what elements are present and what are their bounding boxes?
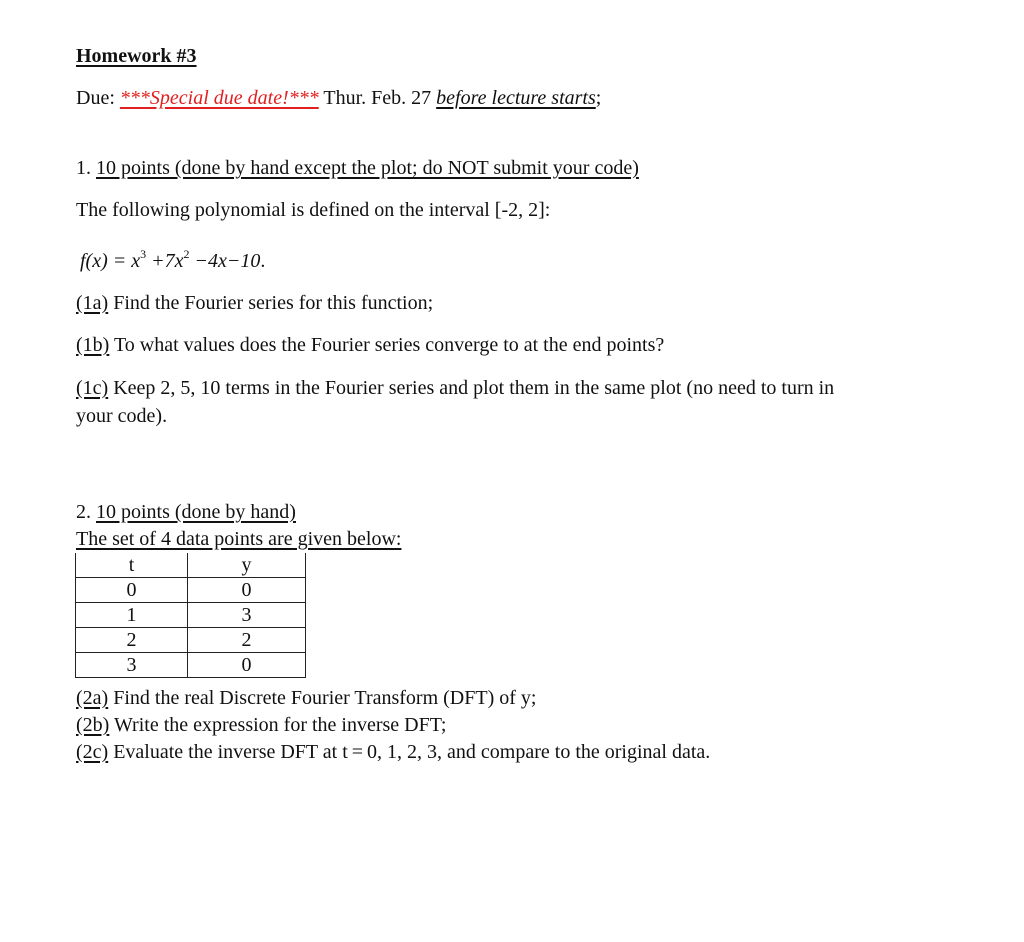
part-1c-continued: your code). (76, 405, 168, 427)
problem1-intro: The following polynomial is defined on the interval [-2, 2]: (76, 199, 551, 221)
part-2a: (2a) Find the real Discrete Fourier Transform (DFT) of y; (76, 687, 537, 709)
part-label: (2c) (76, 741, 109, 763)
part-label: (1b) (76, 334, 110, 356)
part-label: (1c) (76, 377, 109, 399)
column-header-t: t (76, 553, 188, 578)
page-title: Homework #3 (76, 45, 197, 67)
part-1a: (1a) Find the Fourier series for this function; (76, 292, 434, 314)
part-label: (2a) (76, 687, 109, 709)
table-cell: 2 (76, 628, 188, 653)
part-label: (1a) (76, 292, 109, 314)
before-lecture-note: before lecture starts (436, 87, 596, 109)
due-label: Due: (76, 87, 120, 109)
data-points-table (75, 553, 306, 678)
table-cell: 3 (76, 653, 188, 678)
part-label: (2b) (76, 714, 110, 736)
table-cell: 0 (76, 578, 188, 603)
part-2b: (2b) Write the expression for the inverse DFT; (76, 714, 447, 736)
table-cell: 1 (76, 603, 188, 628)
problem2-intro: The set of 4 data points are given below: (76, 528, 402, 550)
due-line: Due: ***Special due date!*** Thur. Feb. 27 before lecture starts; (76, 87, 602, 109)
column-header-y: y (188, 553, 306, 578)
polynomial-formula: $f(x) = x^3 +7x^2 -4x-10$. (80, 247, 266, 272)
table-header-row (76, 553, 306, 578)
problem1-heading: 1. 10 points (done by hand except the plot; do NOT submit your code) (76, 157, 639, 179)
special-due-note: ***Special due date!*** (119, 87, 319, 109)
problem2-heading: 2. 10 points (done by hand) (76, 501, 296, 523)
table-row (76, 653, 306, 678)
table-row (76, 628, 306, 653)
part-1b: (1b) To what values does the Fourier series converge to at the end points? (76, 334, 665, 356)
table-cell: 3 (188, 603, 306, 628)
table-cell: 0 (188, 653, 306, 678)
due-date: Thur. Feb. 27 (318, 87, 437, 109)
table-cell: 0 (188, 578, 306, 603)
part-1c: (1c) Keep 2, 5, 10 terms in the Fourier series and plot them in the same plot (no need to turn in (76, 377, 835, 399)
problem2-points: 10 points (done by hand) (96, 501, 296, 523)
table-cell: 2 (188, 628, 306, 653)
part-2c: (2c) Evaluate the inverse DFT at t = 0, 1, 2, 3, and compare to the original data. (76, 741, 711, 763)
problem1-points: 10 points (done by hand except the plot; do NOT submit your code) (96, 157, 639, 179)
table-row (76, 578, 306, 603)
table-row (76, 603, 306, 628)
